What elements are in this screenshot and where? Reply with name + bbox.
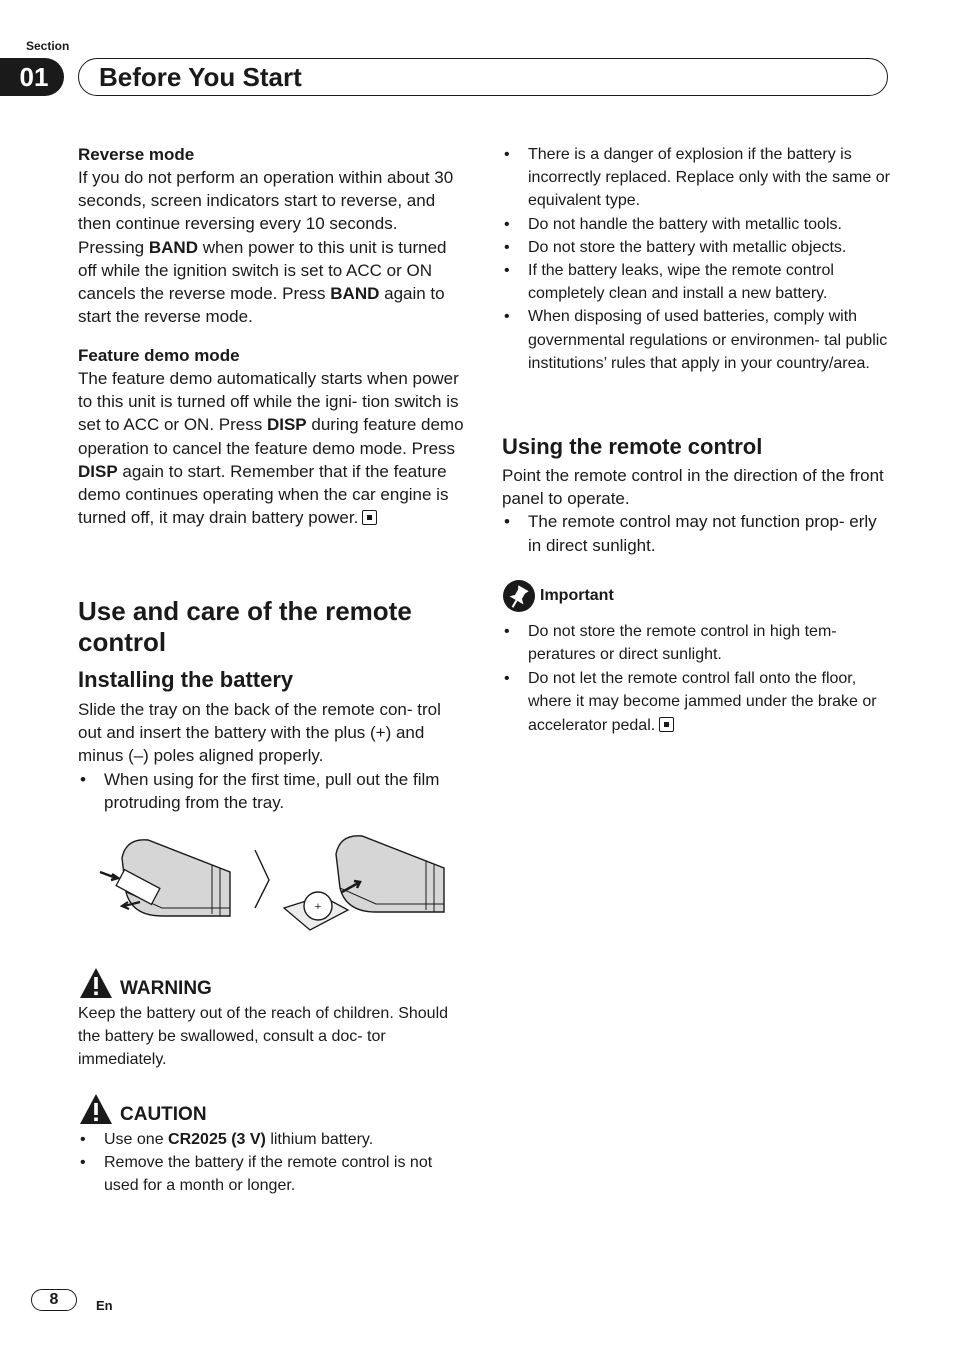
end-mark-icon xyxy=(659,717,674,732)
list-item: • The remote control may not function prop- erly in direct sunlight. xyxy=(502,510,892,556)
section-label: Section xyxy=(26,39,70,53)
caution-header xyxy=(78,1092,464,1126)
remote-care-block xyxy=(78,596,464,814)
page-title: Before You Start xyxy=(78,58,888,96)
warning-text: Keep the battery out of the reach of children. Should the battery be swallowed, consult a doc- tor immediately. xyxy=(78,1005,449,1068)
important-header xyxy=(502,579,892,613)
chevron-right-icon xyxy=(255,850,269,908)
warning-label: WARNING xyxy=(120,978,212,999)
remote-right-illustration xyxy=(284,836,444,930)
warning-block xyxy=(78,966,464,1071)
list-item: • Use one CR2025 (3 V) lithium battery. xyxy=(78,1128,464,1151)
using-heading: Using the remote control xyxy=(502,434,763,459)
list-item: • There is a danger of explosion if the battery is incorrectly replaced. Replace only with the same or equivalent type. xyxy=(502,143,892,213)
list-item: • When disposing of used batteries, comply with governmental regulations or environmen- tal public institutions’ rules that apply in your country/area. xyxy=(502,305,892,375)
battery-plus-mark: + xyxy=(314,901,322,913)
reverse-mode-text: If you do not perform an operation within about 30 seconds, screen indicators start to reverse, and then continue reversing every 10 seconds. Pressing BAND when power to this unit is turned off while the ignition switch is set to ACC or ON cancels the reverse mode. Press BAND again to start the reverse mode. xyxy=(78,168,454,327)
important-block xyxy=(502,579,892,737)
end-mark-icon xyxy=(362,510,377,525)
using-remote-block xyxy=(502,433,892,557)
list-item: • If the battery leaks, wipe the remote control completely clean and install a new battery. xyxy=(502,259,892,305)
reverse-mode-heading: Reverse mode xyxy=(78,145,195,164)
important-label: Important xyxy=(540,587,614,605)
list-item: • When using for the first time, pull out the film protruding from the tray. xyxy=(78,768,464,814)
care-heading: Use and care of the remote control xyxy=(78,596,412,657)
page-number: 8 xyxy=(31,1289,77,1311)
warning-triangle-icon xyxy=(78,1092,114,1126)
language-label: En xyxy=(96,1298,113,1313)
pin-icon xyxy=(502,579,536,613)
list-item: • Remove the battery if the remote control is not used for a month or longer. xyxy=(78,1151,464,1197)
feature-demo-text: The feature demo automatically starts when power to this unit is turned off while the igni- tion switch is set to ACC or ON. Press DISP during feature demo operation to cancel the feature demo mode. Press DISP again to start. Remember that if the feature demo continues operating when the car engine is turned off, it may drain battery power. xyxy=(78,369,464,528)
caution-label: CAUTION xyxy=(120,1104,207,1125)
feature-demo-block xyxy=(78,344,464,529)
list-item: • Do not store the remote control in high tem- peratures or direct sunlight. xyxy=(502,620,892,667)
warning-header xyxy=(78,966,464,1000)
installing-heading: Installing the battery xyxy=(78,667,294,692)
feature-demo-heading: Feature demo mode xyxy=(78,346,240,365)
reverse-mode-block xyxy=(78,143,464,328)
battery-safety-list xyxy=(502,143,892,375)
remote-left-illustration xyxy=(100,840,230,916)
remote-battery-illustration xyxy=(92,830,452,934)
list-item: • Do not store the battery with metallic objects. xyxy=(502,236,892,259)
section-number: 01 xyxy=(0,58,64,96)
list-item: • Do not let the remote control fall onto the floor, where it may become jammed under the brake or accelerator pedal. xyxy=(502,667,892,737)
using-text: Point the remote control in the direction of the front panel to operate. xyxy=(502,466,884,509)
warning-triangle-icon xyxy=(78,966,114,1000)
installing-text: Slide the tray on the back of the remote con- trol out and insert the battery with the plus (+) and minus (–) poles aligned properly. xyxy=(78,700,441,766)
list-item: • Do not handle the battery with metallic tools. xyxy=(502,213,892,236)
caution-block xyxy=(78,1092,464,1197)
